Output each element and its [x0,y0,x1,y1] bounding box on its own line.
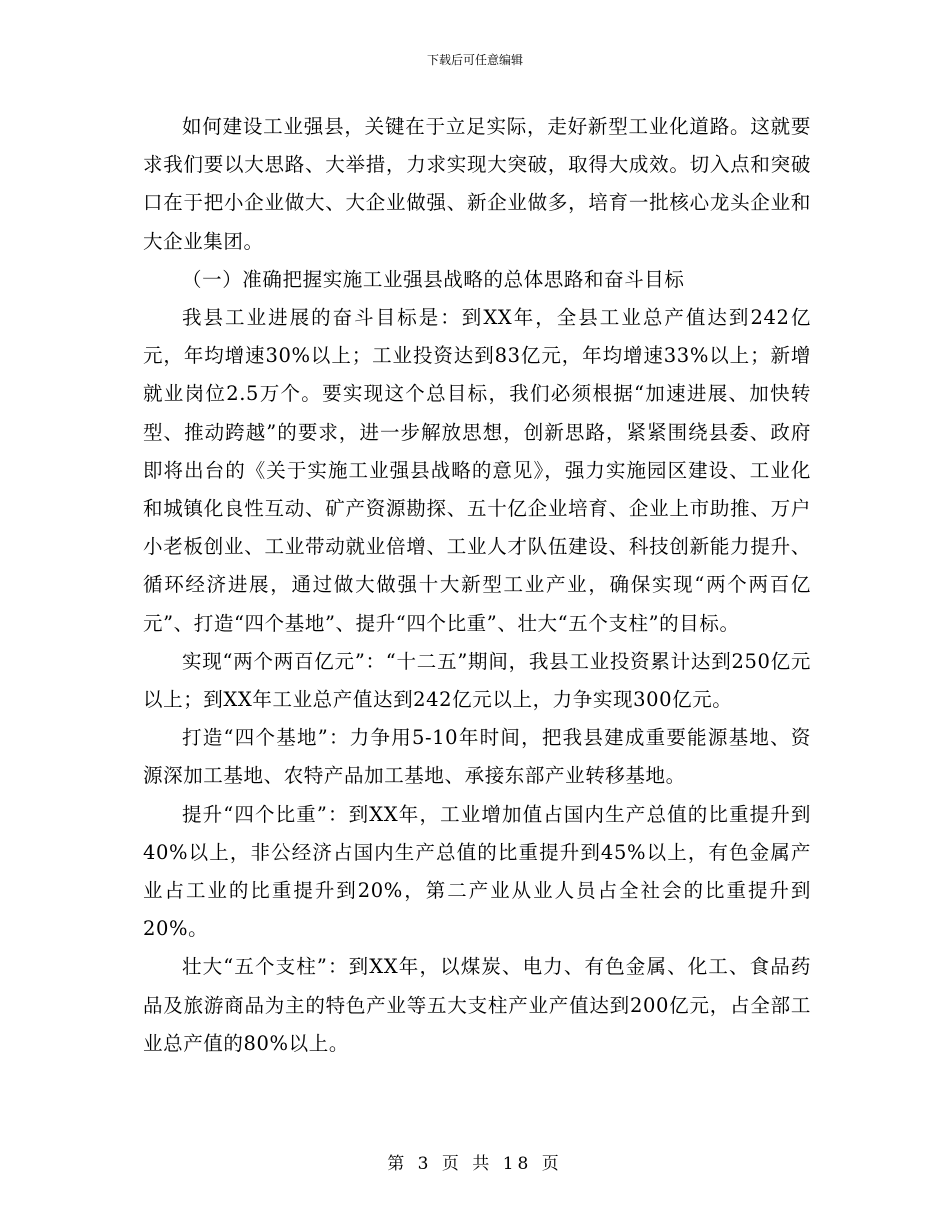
paragraph-four-bases: 打造“四个基地”：力争用5-10年时间，把我县建成重要能源基地、资源深加工基地、农特产品加工基地、承接东部产业转移基地。 [143,726,811,788]
document-body [143,108,811,1063]
paragraph-intro: 如何建设工业强县，关键在于立足实际，走好新型工业化道路。这就要求我们要以大思路、大举措，力求实现大突破，取得大成效。切入点和突破口在于把小企业做大、大企业做强、新企业做多，培育一批核心龙头企业和大企业集团。 [143,115,811,253]
paragraph-five-pillars: 壮大“五个支柱”：到XX年，以煤炭、电力、有色金属、化工、食品药品及旅游商品为主的特色产业等五大支柱产业产值达到200亿元，占全部工业总产值的80%以上。 [143,955,811,1055]
paragraph-two-hundred-billion: 实现“两个两百亿元”：“十二五”期间，我县工业投资累计达到250亿元以上；到XX年工业总产值达到242亿元以上，力争实现300亿元。 [143,649,811,712]
section-heading: （一）准确把握实施工业强县战略的总体思路和奋斗目标 [182,267,685,291]
page-number: 第 3 页 共 18 页 [387,1154,563,1174]
paragraph-four-proportions: 提升“四个比重”：到XX年，工业增加值占国内生产总值的比重提升到40%以上，非公经济占国内生产总值的比重提升到45%以上，有色金属产业占工业的比重提升到20%，第二产业从业人员占全社会的比重提升到20%。 [143,802,811,941]
paragraph-goals: 我县工业进展的奋斗目标是：到XX年，全县工业总产值达到242亿元，年均增速30%以上；工业投资达到83亿元，年均增速33%以上；新增就业岗位2.5万个。要实现这个总目标，我们必须根据“加速进展、加快转型、推动跨越”的要求，进一步解放思想，创新思路，紧紧围绕县委、政府即将出台的《关于实施工业强县战略的意见》，强力实施园区建设、工业化和城镇化良性互动、矿产资源勘探、五十亿企业培育、企业上市助推、万户小老板创业、工业带动就业倍增、工业人才队伍建设、科技创新能力提升、循环经济进展，通过做大做强十大新型工业产业，确保实现“两个两百亿元”、打造“四个基地”、提升“四个比重”、壮大“五个支柱”的目标。 [143,306,811,635]
page-header: 下载后可任意编辑 [426,53,523,67]
